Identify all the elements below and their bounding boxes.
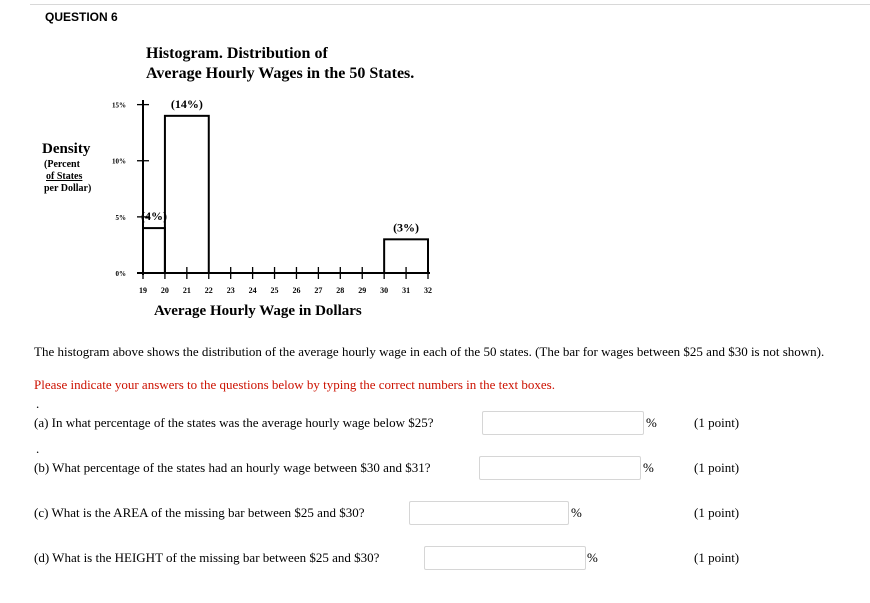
answer-c-unit: % xyxy=(571,505,582,520)
answer-a-unit: % xyxy=(646,415,657,430)
x-tick-label: 20 xyxy=(160,286,169,295)
y-tick-label: 5% xyxy=(115,213,126,222)
bar-label: (4%) xyxy=(140,209,167,224)
y-tick-label: 10% xyxy=(112,157,126,166)
chart-title-line2: Average Hourly Wages in the 50 States. xyxy=(146,65,415,82)
x-tick-label: 19 xyxy=(139,286,147,295)
answer-d-input[interactable] xyxy=(424,546,586,570)
bullet-dot: . xyxy=(36,441,40,456)
histogram-bar xyxy=(165,116,209,273)
question-c-text: (c) What is the AREA of the missing bar between $25 and $30? xyxy=(34,505,365,520)
bar-label: (3%) xyxy=(393,220,420,235)
answer-c-input[interactable] xyxy=(409,501,569,525)
x-tick-label: 25 xyxy=(270,286,279,295)
x-tick-label: 23 xyxy=(226,286,235,295)
y-axis-label-line1: Density xyxy=(42,141,91,157)
question-b-text: (b) What percentage of the states had an hourly wage between $30 and $31? xyxy=(34,460,431,475)
answer-d-unit: % xyxy=(587,550,598,565)
chart-title-line1: Histogram. Distribution of xyxy=(146,45,328,62)
y-tick-label: 15% xyxy=(112,101,126,110)
y-axis-label-line4: per Dollar) xyxy=(44,183,92,194)
question-b-points: (1 point) xyxy=(694,460,740,475)
x-axis-label: Average Hourly Wage in Dollars xyxy=(154,303,362,319)
x-tick-label: 29 xyxy=(358,286,367,295)
bullet-dot: . xyxy=(36,396,40,411)
answer-a-input[interactable] xyxy=(482,411,644,435)
question-d-text: (d) What is the HEIGHT of the missing bar between $25 and $30? xyxy=(34,550,380,565)
x-tick-label: 30 xyxy=(380,286,389,295)
histogram-bar xyxy=(143,228,165,273)
y-tick-label: 0% xyxy=(115,270,126,278)
answer-b-input[interactable] xyxy=(479,456,641,480)
question-c-points: (1 point) xyxy=(694,505,740,520)
x-tick-label: 26 xyxy=(292,286,301,295)
question-description: The histogram above shows the distribution of the average hourly wage in each of the 50 states. (The bar for wages between $25 and $30 is not shown). xyxy=(34,344,825,359)
x-tick-label: 22 xyxy=(204,286,213,295)
x-tick-label: 27 xyxy=(314,286,323,295)
y-axis-label-line2: (Percent xyxy=(44,159,80,170)
question-a-points: (1 point) xyxy=(694,415,740,430)
x-tick-label: 32 xyxy=(424,286,432,295)
question-a-text: (a) In what percentage of the states was the average hourly wage below $25? xyxy=(34,415,434,430)
question-d-points: (1 point) xyxy=(694,550,740,565)
answer-b-unit: % xyxy=(643,460,654,475)
x-tick-label: 31 xyxy=(402,286,411,295)
x-tick-label: 28 xyxy=(336,286,345,295)
y-axis-label-line3: of States xyxy=(46,171,83,182)
question-label: QUESTION 6 xyxy=(45,10,118,24)
bar-label: (14%) xyxy=(170,96,203,111)
x-tick-label: 24 xyxy=(248,286,257,295)
x-tick-label: 21 xyxy=(182,286,191,295)
instruction-text: Please indicate your answers to the questions below by typing the correct numbers in the text boxes. xyxy=(34,377,555,392)
